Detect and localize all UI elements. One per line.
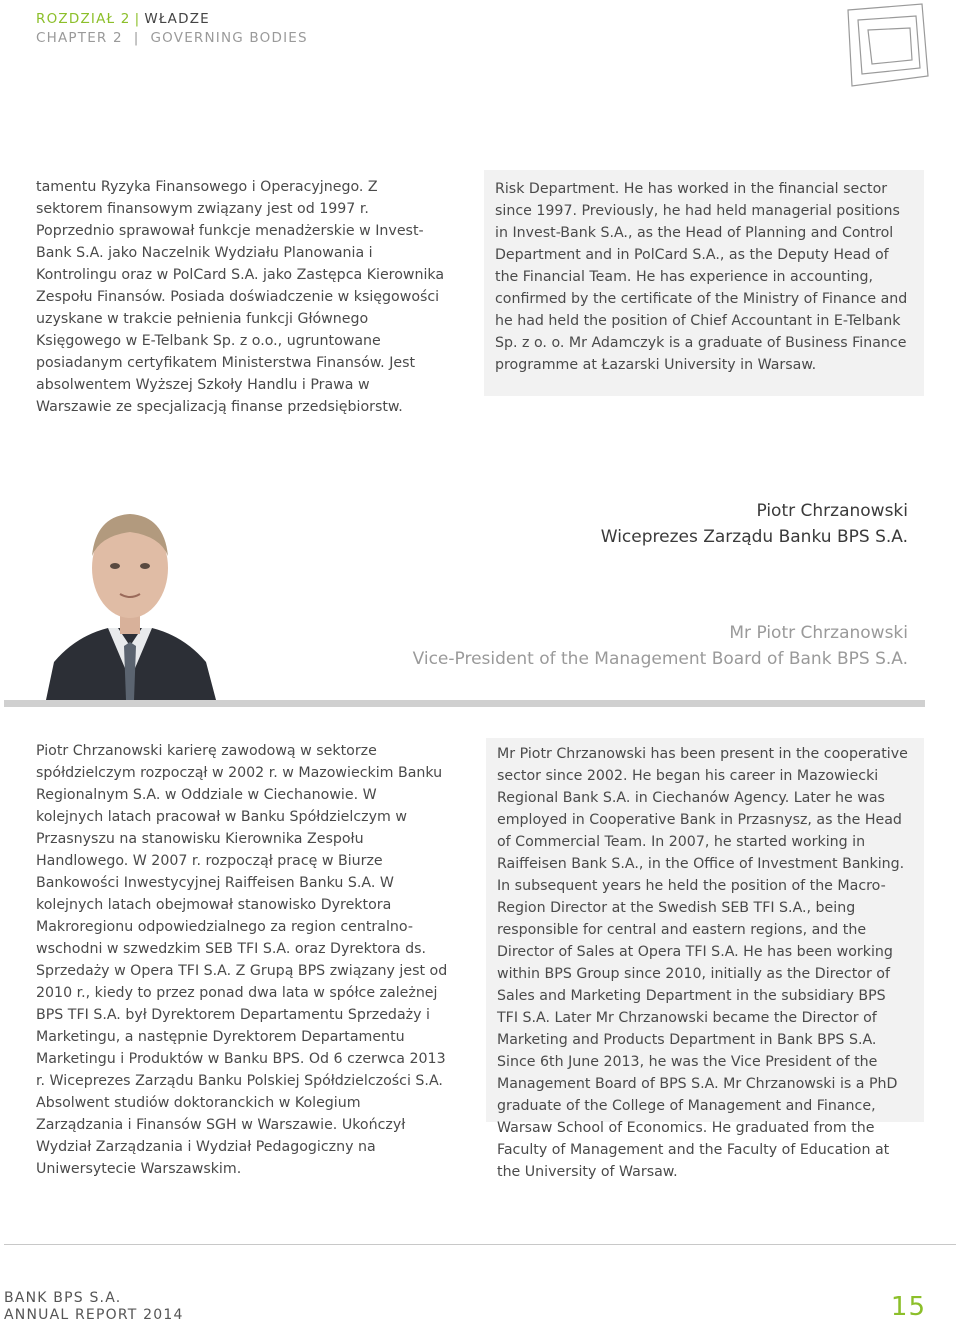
person-heading-en [413, 620, 908, 672]
person-title-pl: Wiceprezes Zarządu Banku BPS S.A. [600, 527, 908, 547]
header-separator: | [134, 11, 141, 27]
footer-report: ANNUAL REPORT 2014 [4, 1307, 184, 1323]
chapter-title-en: CHAPTER 2 | GOVERNING BODIES [36, 30, 308, 46]
section-divider [4, 700, 925, 707]
page-number: 15 [890, 1292, 926, 1322]
previous-bio-en: Risk Department. He has worked in the financial sector since 1997. Previously, he had held managerial positions in Invest-Bank S.A., as the Head of Planning and Control Department and in PolCard S.A., as the Deputy Head of the Financial Team. He has experience in accounting, confirmed by the certificate of the Ministry of Finance and he had held the position of Chief Accountant in E-Telbank Sp. z o. o. Mr Adamczyk is a graduate of Business Finance programme at Łazarski University in Warsaw. [495, 181, 908, 373]
bio-en: Mr Piotr Chrzanowski has been present in the cooperative sector since 2002. He began his career in Mazowiecki Regional Bank S.A. in Ciechanów Agency. Later he was employed in Cooperative Bank in Przasnysz, as the Head of Commercial Team. In 2007, he started working in Raiffeisen Bank S.A., in the Office of Investment Banking. In subsequent years he held the position of the Macro-Region Director at the Swedish SEB TFI S.A., being responsible for central and eastern regions, and the Director of Sales at Opera TFI S.A. He has been working within BPS Group since 2010, initially as the Director of Sales and Marketing Department in the subsidiary BPS TFI S.A. Later Mr Chrzanowski became the Director of Marketing and Products Department in Bank BPS S.A. Since 6th June 2013, he was the Vice President of the Management Board of BPS S.A. Mr Chrzanowski is a PhD graduate of the College of Management and Finance, Warsaw School of Economics. He graduated from the Faculty of Management and the Faculty of Education at the University of Warsaw. [497, 746, 908, 1180]
previous-bio-pl: tamentu Ryzyka Finansowego i Operacyjnego. Z sektorem finansowym związany jest od 1997 r. Poprzednio sprawował funkcje menadżerskie w Invest-Bank S.A. jako Naczelnik Wydziału Planowania i Kontrolingu oraz w PolCard S.A. jako Zastępca Kierownika Zespołu Finansów. Posiada doświadczenie w księgowości uzyskane w trakcie pełnienia funkcji Głównego Księgowego w E-Telbank Sp. z o.o., ugruntowane posiadanym certyfikatem Ministerstwa Finansów. Jest absolwentem Wyższej Szkoły Handlu i Prawa w Warszawie ze specjalizacją finanse przedsiębiorstw. [36, 179, 445, 415]
bio-pl: Piotr Chrzanowski karierę zawodową w sektorze spółdzielczym rozpoczął w 2002 r. w Mazowieckim Banku Regionalnym S.A. w Oddziale w Ciechanowie. W kolejnych latach pracował w Banku Spółdzielczym w Przasnyszu na stanowisku Kierownika Zespołu Handlowego. W 2007 r. rozpoczął pracę w Biurze Bankowości Inwestycyjnej Raiffeisen Banku S.A. W kolejnych latach obejmował stanowisko Dyrektora Makroregionu odpowiedzialnego za region centralno-wschodni w szwedzkim SEB TFI S.A. oraz Dyrektora ds. Sprzedaży w Opera TFI S.A. Z Grupą BPS związany jest od 2010 r., kiedy to przez ponad dwa lata w spółce zależnej BPS TFI S.A. był Dyrektorem Departamentu Sprzedaży i Marketingu, a następnie Dyrektorem Departamentu Marketingu i Produktów w Banku BPS. Od 6 czerwca 2013 r. Wiceprezes Zarządu Banku Polskiej Spółdzielczości S.A. Absolwent studiów doktoranckich w Kolegium Zarządzania i Finansów SGH w Warszawie. Ukończył Wydział Zarządzania i Wydział Pedagogiczny na Uniwersytecie Warszawskim. [36, 743, 448, 1177]
footer-block [4, 1290, 184, 1324]
portrait-photo [36, 496, 224, 700]
section-label-pl: WŁADZE [144, 11, 210, 27]
person-name-en: Mr Piotr Chrzanowski [729, 623, 908, 643]
footer-company: BANK BPS S.A. [4, 1290, 122, 1306]
person-heading-pl [601, 498, 908, 550]
chapter-header [36, 10, 308, 48]
person-title-en: Vice-President of the Management Board of Bank BPS S.A. [412, 649, 908, 669]
chapter-label-pl: ROZDZIAŁ 2 [36, 11, 131, 27]
decorative-frames-logo [838, 2, 934, 94]
chapter-title-pl [36, 10, 308, 29]
person-name-pl: Piotr Chrzanowski [756, 501, 908, 521]
footer-line [4, 1244, 956, 1245]
